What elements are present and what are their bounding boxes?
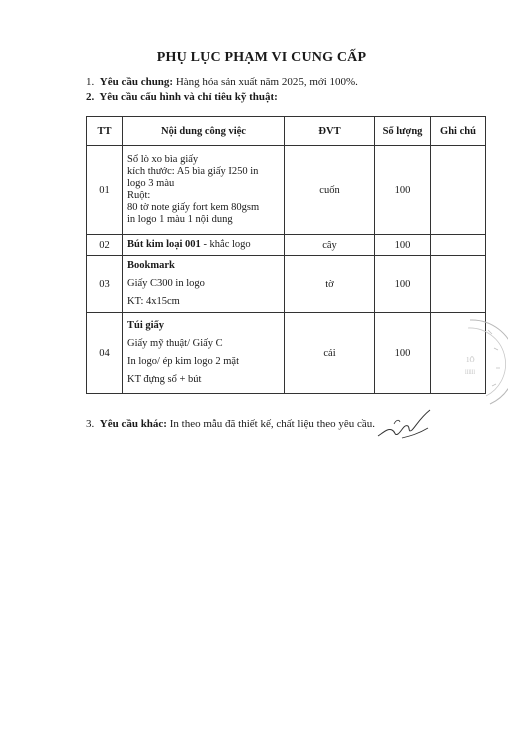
content-line: logo 3 màu bbox=[127, 178, 175, 189]
cell-note bbox=[431, 146, 486, 235]
svg-text:llllll: llllll bbox=[465, 370, 476, 376]
svg-text:1Ō: 1Ō bbox=[466, 356, 475, 364]
table-row bbox=[87, 313, 486, 394]
content-line: KT: 4x15cm bbox=[127, 296, 180, 307]
requirement-text: Yêu cầu cấu hình và chỉ tiêu kỹ thuật: bbox=[99, 91, 278, 103]
cell-unit: cái bbox=[285, 313, 375, 394]
cell-tt: 04 bbox=[87, 313, 123, 394]
requirement-label: Yêu cầu khác: bbox=[99, 418, 167, 430]
header-quantity: Số lượng bbox=[375, 117, 431, 146]
cell-note bbox=[431, 256, 486, 313]
page-title: PHỤ LỤC PHẠM VI CUNG CẤP bbox=[156, 50, 367, 65]
cell-tt: 03 bbox=[87, 256, 123, 313]
content-text: - khắc logo bbox=[200, 239, 251, 250]
cell-quantity: 100 bbox=[375, 313, 431, 394]
content-bold: Bút kim loại 001 bbox=[127, 239, 201, 250]
requirement-label: Yêu cầu chung: bbox=[99, 76, 174, 88]
header-content: Nội dung công việc bbox=[123, 117, 285, 146]
table-header-row bbox=[87, 117, 486, 146]
content-line: 80 tờ note giấy fort kem 80gsm bbox=[127, 202, 260, 213]
content-line: Giấy C300 in logo bbox=[127, 278, 205, 289]
cell-tt: 01 bbox=[87, 146, 123, 235]
requirement-number: 1. bbox=[86, 76, 95, 88]
content-line: KT đựng sổ + bút bbox=[127, 374, 202, 385]
requirement-text: In theo mẫu đã thiết kế, chất liệu theo yêu cầu. bbox=[166, 418, 375, 430]
cell-quantity: 100 bbox=[375, 256, 431, 313]
cell-content bbox=[123, 235, 285, 256]
requirement-number: 2. bbox=[86, 91, 95, 103]
cell-note bbox=[431, 235, 486, 256]
cell-content bbox=[123, 146, 285, 235]
cell-quantity: 100 bbox=[375, 235, 431, 256]
header-tt: TT bbox=[87, 117, 123, 146]
header-note: Ghi chú bbox=[431, 117, 486, 146]
content-line: In logo/ ép kim logo 2 mặt bbox=[127, 356, 239, 367]
cell-unit: cuốn bbox=[285, 146, 375, 235]
cell-unit: tờ bbox=[285, 256, 375, 313]
content-line: Giấy mỹ thuật/ Giấy C bbox=[127, 338, 223, 349]
content-line: Túi giấy bbox=[127, 320, 165, 331]
requirement-other bbox=[86, 418, 375, 431]
cell-content bbox=[123, 313, 285, 394]
cell-unit: cây bbox=[285, 235, 375, 256]
content-line: Sổ lò xo bìa giấy bbox=[127, 154, 199, 165]
signature-icon bbox=[372, 406, 434, 444]
stamp-icon bbox=[448, 318, 508, 408]
cell-quantity: 100 bbox=[375, 146, 431, 235]
table-row bbox=[87, 235, 486, 256]
requirement-general bbox=[86, 76, 358, 89]
requirement-number: 3. bbox=[86, 418, 95, 430]
cell-content bbox=[123, 256, 285, 313]
requirement-text: Hàng hóa sản xuất năm 2025, mới 100%. bbox=[173, 76, 358, 88]
table-row bbox=[87, 146, 486, 235]
cell-tt: 02 bbox=[87, 235, 123, 256]
content-line: kích thước: A5 bìa giấy I250 in bbox=[127, 166, 259, 177]
table-row bbox=[87, 256, 486, 313]
content-line: in logo 1 màu 1 nội dung bbox=[127, 214, 233, 225]
requirement-specs bbox=[86, 91, 278, 104]
content-line: Ruột: bbox=[127, 190, 151, 201]
header-unit: ĐVT bbox=[285, 117, 375, 146]
content-line: Bookmark bbox=[127, 260, 175, 271]
spec-table bbox=[86, 116, 486, 394]
